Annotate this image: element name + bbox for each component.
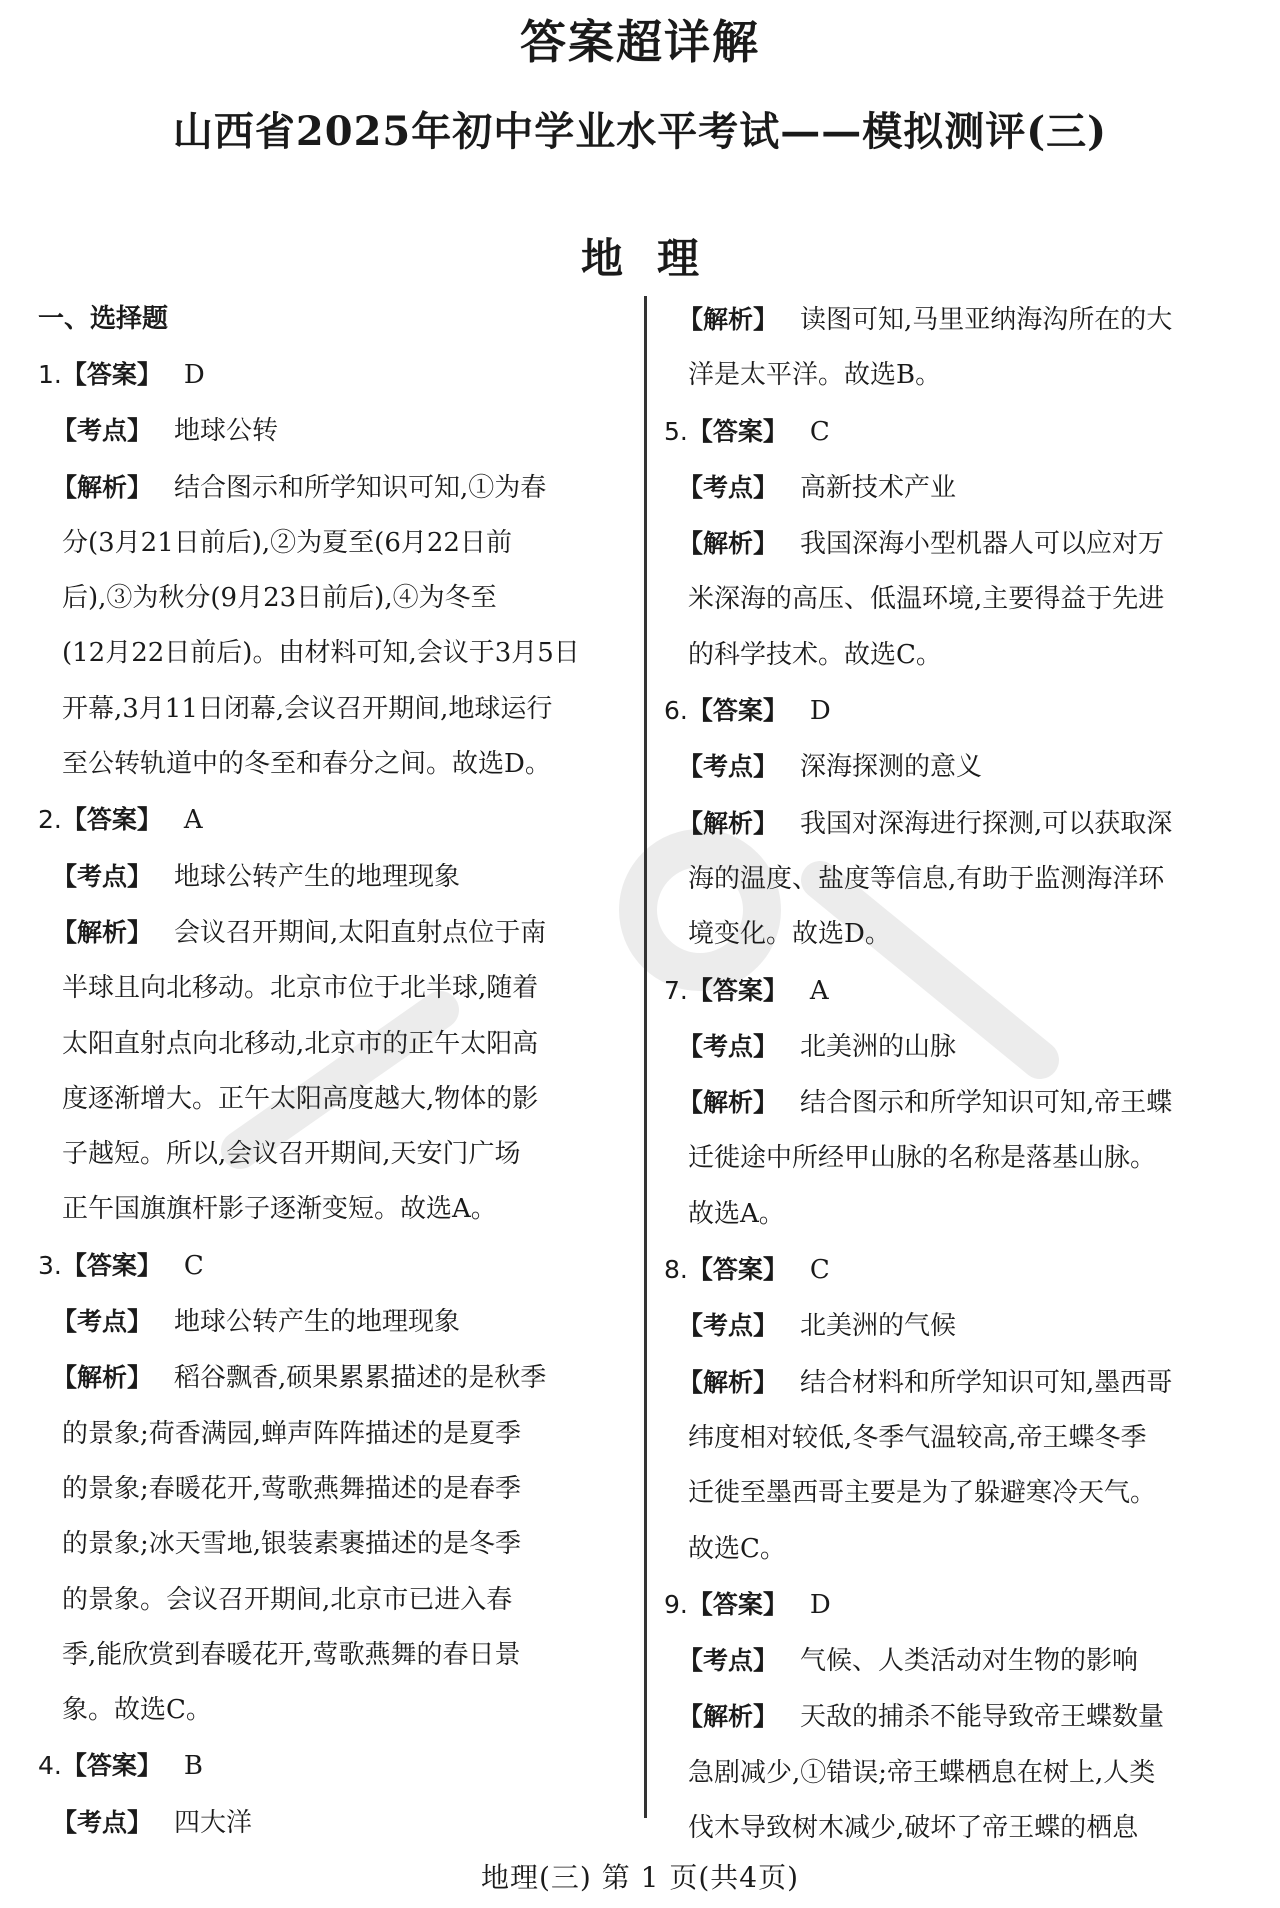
left-answer-list <box>38 347 628 1851</box>
analysis-text: 境变化。故选D。 <box>688 919 891 950</box>
analysis-line <box>38 1683 628 1738</box>
answer-tag: 【答案】 <box>61 805 162 835</box>
answer-line <box>38 792 628 848</box>
question-number: 6. <box>664 696 688 726</box>
analysis-line <box>664 852 1260 907</box>
answer-value: D <box>183 360 205 390</box>
knowledge-point-line <box>664 1298 1260 1354</box>
analysis-text: 子越短。所以,会议召开期间,天安门广场 <box>62 1139 521 1170</box>
answer-line <box>38 1738 628 1794</box>
answer-value: D <box>809 1589 831 1620</box>
knowledge-point-tag: 【考点】 <box>52 1307 153 1337</box>
analysis-block <box>664 1355 1260 1577</box>
knowledge-point-tag: 【考点】 <box>52 1807 153 1837</box>
right-answer-list <box>664 292 1260 1856</box>
left-column <box>38 292 628 1851</box>
analysis-text: 米深海的高压、低温环境,主要得益于先进 <box>688 584 1165 615</box>
analysis-line <box>664 1075 1260 1131</box>
analysis-line <box>664 1746 1260 1801</box>
knowledge-point-text: 四大洋 <box>174 1807 253 1838</box>
question-number: 3. <box>38 1250 62 1280</box>
answer-line <box>664 963 1260 1019</box>
analysis-text: 迁徙至墨西哥主要是为了躲避寒冷天气。 <box>688 1478 1157 1509</box>
knowledge-point-tag: 【考点】 <box>678 472 779 502</box>
analysis-tag: 【解析】 <box>678 1367 779 1397</box>
analysis-text: 纬度相对较低,冬季气温较高,帝王蝶冬季 <box>688 1422 1147 1453</box>
answer-tag: 【答案】 <box>687 1255 788 1285</box>
knowledge-point-tag: 【考点】 <box>678 1031 779 1061</box>
analysis-text: 伐木导致树木减少,破坏了帝王蝶的栖息 <box>688 1813 1139 1844</box>
question-number: 4. <box>38 1751 62 1781</box>
analysis-block <box>664 1689 1260 1856</box>
analysis-block <box>664 796 1260 963</box>
analysis-line <box>38 1573 628 1628</box>
analysis-text: 的景象;冰天雪地,银装素裹描述的是冬季 <box>62 1529 522 1560</box>
analysis-text: 海的温度、盐度等信息,有助于监测海洋环 <box>688 863 1165 894</box>
answer-line <box>664 1242 1260 1298</box>
analysis-line <box>38 1517 628 1572</box>
analysis-text: 结合图示和所学知识可知,帝王蝶 <box>800 1088 1173 1119</box>
analysis-line <box>38 1072 628 1127</box>
analysis-line <box>38 682 628 737</box>
question-number: 9. <box>664 1589 688 1619</box>
analysis-line <box>38 571 628 626</box>
analysis-line <box>664 1801 1260 1856</box>
knowledge-point-line <box>38 849 628 905</box>
knowledge-point-tag: 【考点】 <box>678 1311 779 1341</box>
knowledge-point-text: 气候、人类活动对生物的影响 <box>800 1646 1139 1677</box>
analysis-text: 故选C。 <box>688 1533 786 1564</box>
knowledge-point-line <box>664 460 1260 516</box>
answer-value: D <box>809 696 831 727</box>
knowledge-point-line <box>664 739 1260 795</box>
analysis-tag: 【解析】 <box>678 808 779 838</box>
answer-tag: 【答案】 <box>687 696 788 726</box>
analysis-text: 的科学技术。故选C。 <box>688 639 942 670</box>
answer-value: A <box>183 805 203 836</box>
analysis-text: 后),③为秋分(9月23日前后),④为冬至 <box>62 583 497 614</box>
analysis-text: 洋是太平洋。故选B。 <box>688 360 942 391</box>
analysis-text: (12月22日前后)。由材料可知,会议于3月5日 <box>62 638 580 669</box>
knowledge-point-line <box>38 403 628 459</box>
analysis-text: 度逐渐增大。正午太阳高度越大,物体的影 <box>62 1083 539 1114</box>
analysis-line <box>664 292 1260 348</box>
analysis-text: 象。故选C。 <box>62 1695 212 1726</box>
answer-tag: 【答案】 <box>687 975 788 1005</box>
answer-tag: 【答案】 <box>61 360 162 389</box>
analysis-line <box>664 1355 1260 1411</box>
analysis-block <box>38 460 628 793</box>
knowledge-point-line <box>38 1294 628 1350</box>
analysis-line <box>38 1182 628 1237</box>
analysis-text: 我国深海小型机器人可以应对万 <box>800 529 1165 560</box>
answer-line <box>664 1577 1260 1633</box>
answer-value: C <box>809 1255 830 1286</box>
analysis-block <box>38 905 628 1238</box>
answer-value: C <box>183 1250 204 1281</box>
analysis-line <box>664 572 1260 627</box>
analysis-line <box>38 961 628 1016</box>
analysis-tag: 【解析】 <box>52 472 153 502</box>
analysis-line <box>38 1462 628 1517</box>
analysis-text: 太阳直射点向北移动,北京市的正午太阳高 <box>62 1028 539 1059</box>
knowledge-point-text: 深海探测的意义 <box>800 752 983 783</box>
analysis-text: 稻谷飘香,硕果累累描述的是秋季 <box>174 1363 547 1394</box>
knowledge-point-text: 地球公转产生的地理现象 <box>174 861 461 892</box>
knowledge-point-tag: 【考点】 <box>52 861 153 891</box>
analysis-block <box>664 516 1260 683</box>
analysis-text: 迁徙途中所经甲山脉的名称是落基山脉。 <box>688 1143 1157 1174</box>
analysis-line <box>664 1522 1260 1577</box>
question-number: 2. <box>38 805 62 835</box>
knowledge-point-line <box>664 1633 1260 1689</box>
analysis-line <box>38 460 628 516</box>
knowledge-point-line <box>38 1795 628 1851</box>
answer-line <box>664 404 1260 460</box>
analysis-tag: 【解析】 <box>678 1088 779 1118</box>
document-title: 答案超详解 <box>520 15 760 69</box>
answer-line <box>664 683 1260 739</box>
analysis-line <box>664 1411 1260 1466</box>
analysis-line <box>664 907 1260 962</box>
analysis-tag: 【解析】 <box>678 1702 779 1732</box>
analysis-text: 分(3月21日前后),②为夏至(6月22日前 <box>62 527 512 558</box>
answer-value: B <box>183 1751 203 1782</box>
analysis-line <box>38 626 628 681</box>
analysis-block <box>664 292 1260 404</box>
question-number: 7. <box>664 975 688 1005</box>
analysis-line <box>38 737 628 792</box>
analysis-text: 结合材料和所学知识可知,墨西哥 <box>800 1367 1173 1398</box>
answer-tag: 【答案】 <box>687 416 788 446</box>
page-footer: 地理(三) 第 1 页(共4页) <box>480 1861 800 1894</box>
analysis-tag: 【解析】 <box>678 305 779 334</box>
analysis-block <box>664 1075 1260 1242</box>
answer-value: A <box>809 975 829 1006</box>
analysis-line <box>38 1017 628 1072</box>
analysis-text: 的景象;春暖花开,莺歌燕舞描述的是春季 <box>62 1473 522 1504</box>
right-column <box>664 292 1260 1856</box>
analysis-tag: 【解析】 <box>678 529 779 559</box>
answer-line <box>38 347 628 403</box>
analysis-text: 的景象;荷香满园,蝉声阵阵描述的是夏季 <box>62 1418 522 1449</box>
question-number: 1. <box>38 360 62 389</box>
knowledge-point-text: 高新技术产业 <box>800 472 957 503</box>
analysis-text: 读图可知,马里亚纳海沟所在的大 <box>800 305 1173 335</box>
answer-tag: 【答案】 <box>687 1589 788 1619</box>
analysis-line <box>664 1689 1260 1745</box>
knowledge-point-line <box>664 1019 1260 1075</box>
knowledge-point-text: 北美洲的山脉 <box>800 1031 957 1062</box>
knowledge-point-text: 北美洲的气候 <box>800 1311 957 1342</box>
analysis-tag: 【解析】 <box>52 917 153 947</box>
column-divider <box>644 296 647 1818</box>
analysis-line <box>664 796 1260 852</box>
analysis-text: 正午国旗旗杆影子逐渐变短。故选A。 <box>62 1194 497 1225</box>
analysis-line <box>38 1127 628 1182</box>
question-number: 8. <box>664 1255 688 1285</box>
analysis-line <box>664 1466 1260 1521</box>
analysis-text: 急剧减少,①错误;帝王蝶栖息在树上,人类 <box>688 1757 1156 1788</box>
analysis-text: 我国对深海进行探测,可以获取深 <box>800 808 1173 839</box>
analysis-line <box>38 1407 628 1462</box>
knowledge-point-tag: 【考点】 <box>678 1646 779 1676</box>
knowledge-point-tag: 【考点】 <box>52 416 153 446</box>
analysis-line <box>38 516 628 571</box>
analysis-line <box>38 1628 628 1683</box>
question-number: 5. <box>664 416 688 446</box>
analysis-text: 会议召开期间,太阳直射点位于南 <box>174 917 547 948</box>
analysis-line <box>664 348 1260 403</box>
answer-value: C <box>809 416 830 447</box>
analysis-line <box>664 628 1260 683</box>
exam-subtitle: 山西省2025年初中学业水平考试——模拟测评(三) <box>172 108 1108 155</box>
answer-tag: 【答案】 <box>61 1751 162 1781</box>
analysis-text: 开幕,3月11日闭幕,会议召开期间,地球运行 <box>62 693 553 724</box>
knowledge-point-tag: 【考点】 <box>678 752 779 782</box>
section-heading: 一、选择题 <box>38 304 169 334</box>
analysis-text: 季,能欣赏到春暖花开,莺歌燕舞的春日景 <box>62 1639 521 1670</box>
subject-title: 地理 <box>580 234 733 283</box>
knowledge-point-text: 地球公转产生的地理现象 <box>174 1307 461 1338</box>
analysis-line <box>664 516 1260 572</box>
answer-tag: 【答案】 <box>61 1250 162 1280</box>
answer-line <box>38 1238 628 1294</box>
analysis-text: 半球且向北移动。北京市位于北半球,随着 <box>62 973 539 1004</box>
analysis-text: 结合图示和所学知识可知,①为春 <box>174 472 547 503</box>
analysis-line <box>664 1187 1260 1242</box>
analysis-tag: 【解析】 <box>52 1363 153 1393</box>
analysis-text: 至公转轨道中的冬至和春分之间。故选D。 <box>62 749 551 780</box>
analysis-text: 的景象。会议召开期间,北京市已进入春 <box>62 1584 513 1615</box>
analysis-line <box>38 905 628 961</box>
analysis-line <box>38 1350 628 1406</box>
analysis-block <box>38 1350 628 1738</box>
analysis-text: 故选A。 <box>688 1198 785 1229</box>
analysis-line <box>664 1131 1260 1186</box>
knowledge-point-text: 地球公转 <box>174 416 279 447</box>
analysis-text: 天敌的捕杀不能导致帝王蝶数量 <box>800 1702 1165 1733</box>
